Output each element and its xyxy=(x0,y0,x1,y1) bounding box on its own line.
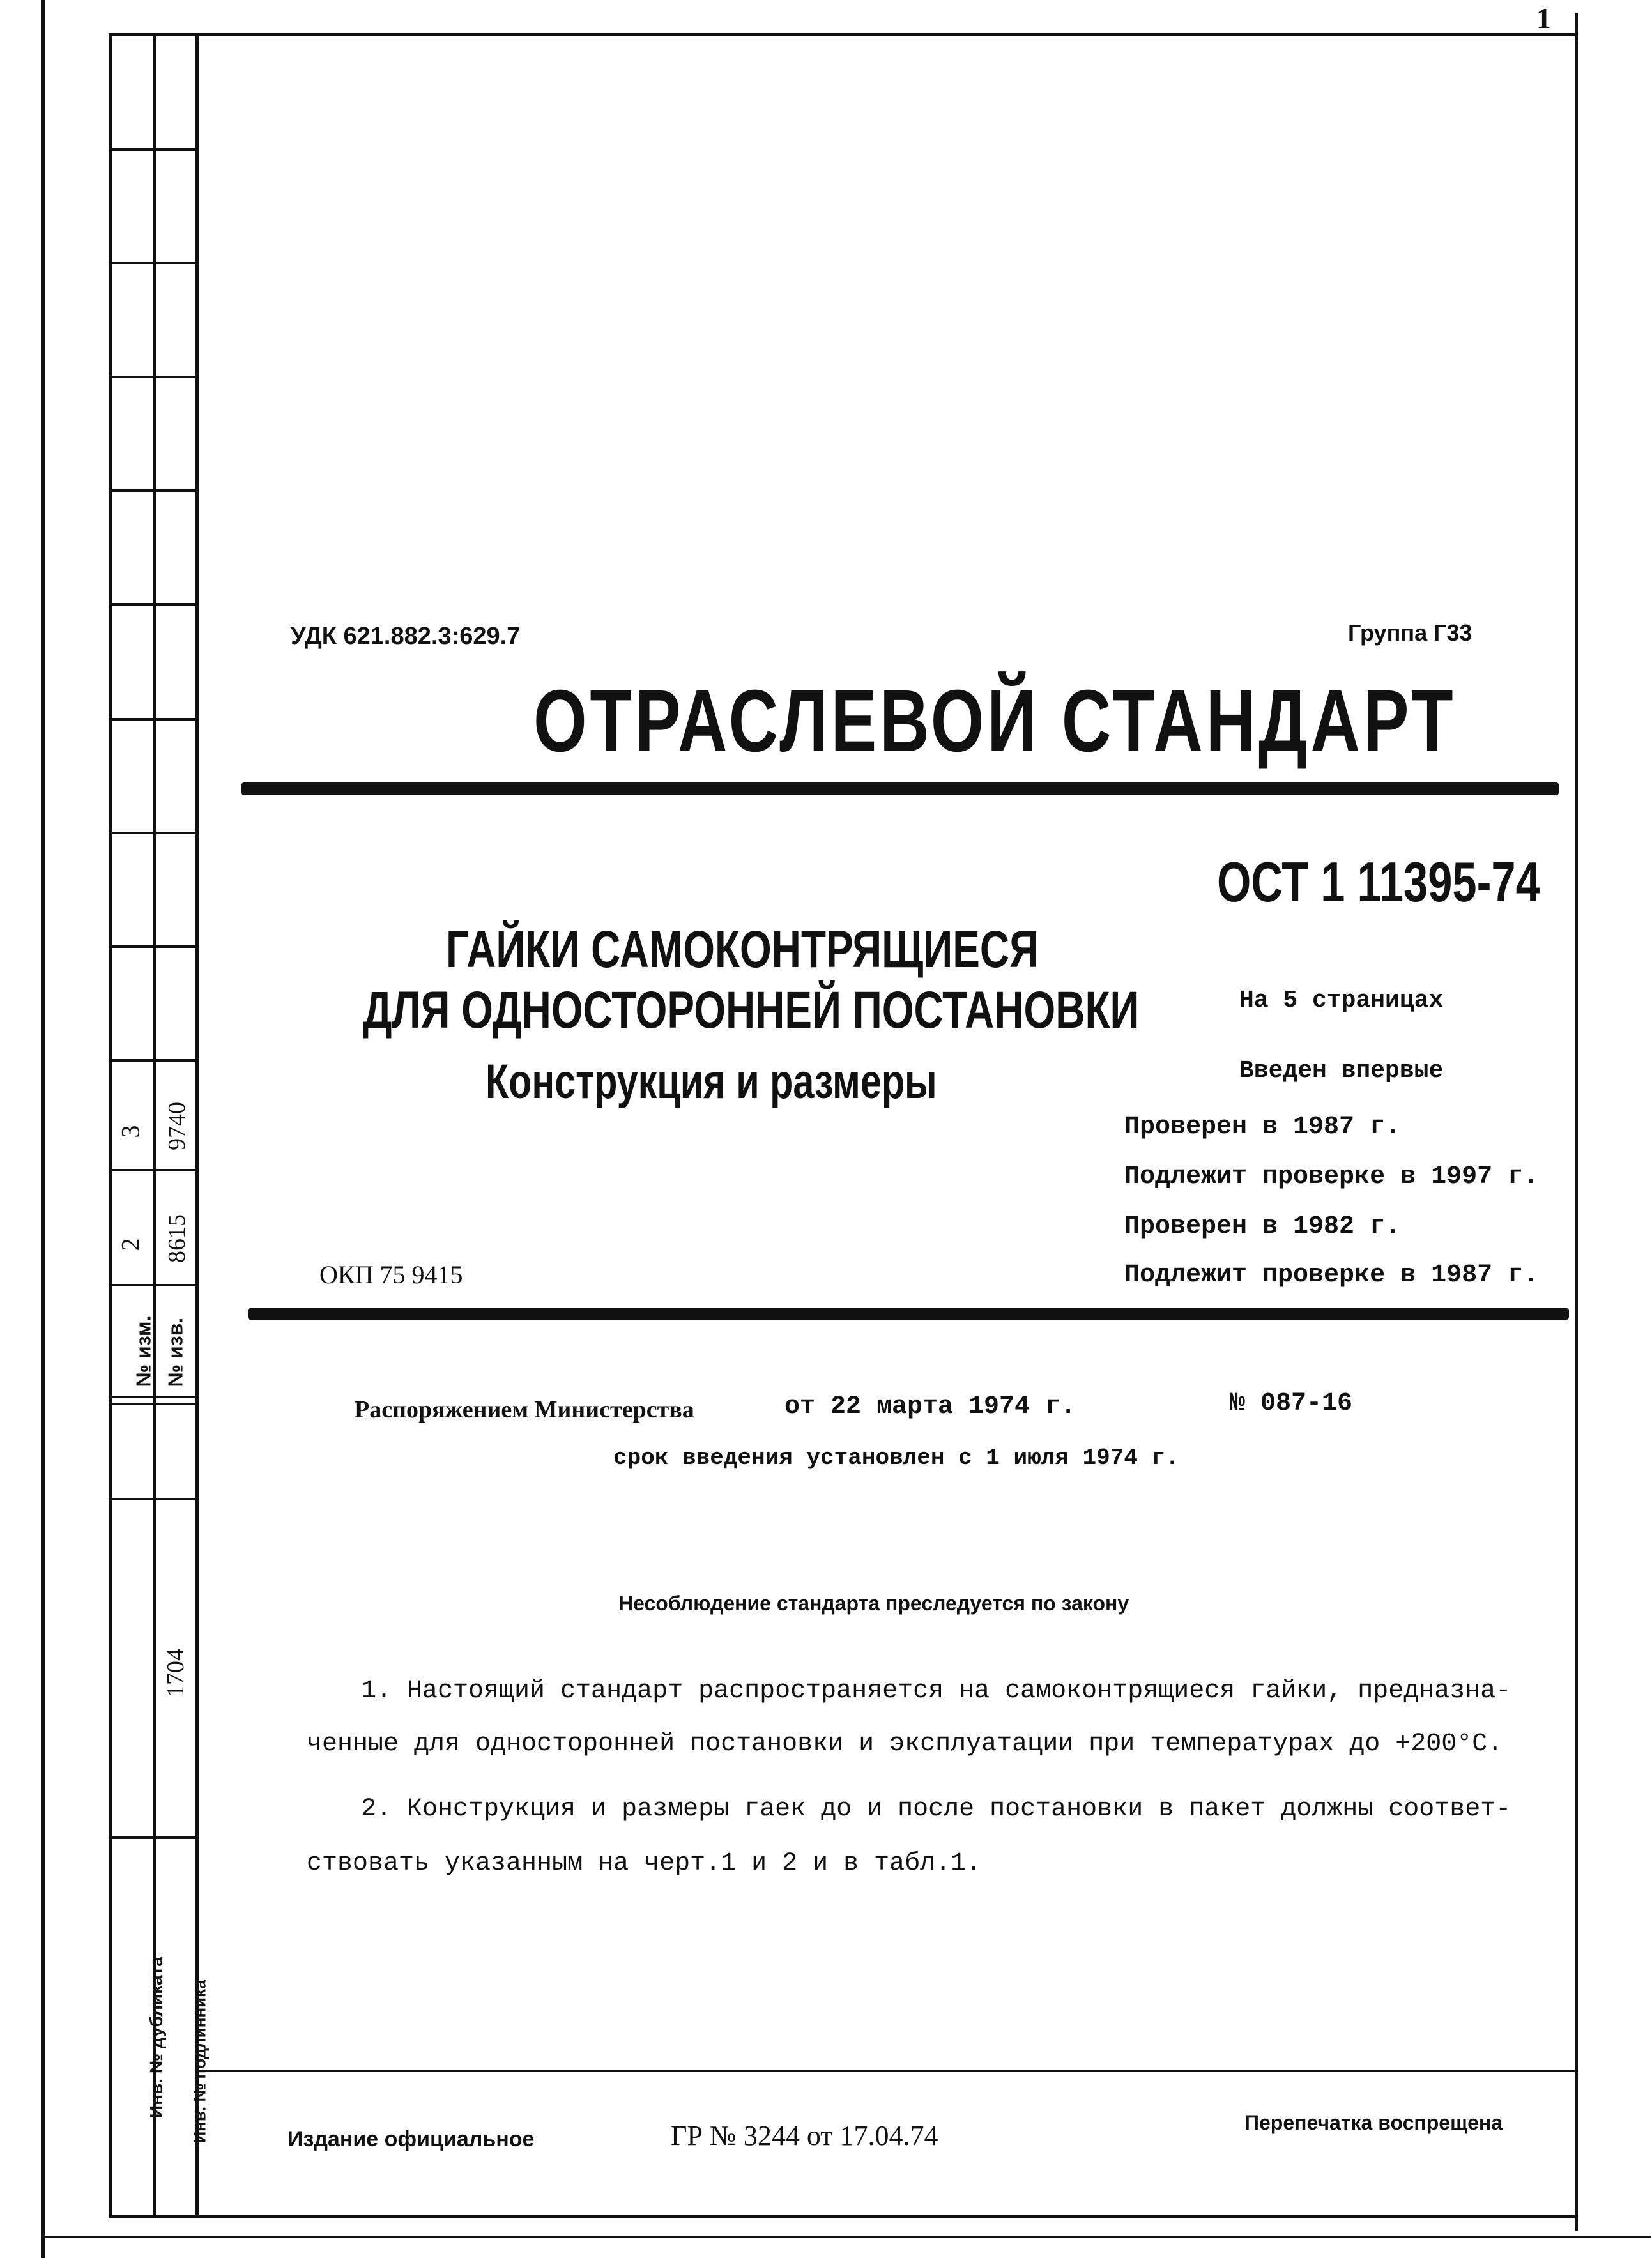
paragraph-1-line2: ченные для односторонней постановки и эксплуатации при температурах до +200°С. xyxy=(307,1730,1503,1758)
order-number: № 087-16 xyxy=(1230,1389,1353,1418)
side-row-line xyxy=(109,1498,198,1500)
paragraph-2-line1: 2. Конструкция и размеры гаек до и после постановки в пакет должны соответ- xyxy=(361,1795,1511,1824)
side-col-line xyxy=(195,33,199,2218)
side-col-line xyxy=(109,33,112,2218)
side-change-label: № изм. xyxy=(132,1315,155,1387)
standard-rule xyxy=(248,1308,1569,1320)
outer-frame-left xyxy=(41,0,45,2258)
side-row-line xyxy=(109,945,198,948)
order-label: Распоряжением Министерства xyxy=(355,1396,694,1423)
side-col-line xyxy=(153,33,156,2218)
title-rule xyxy=(241,782,1559,795)
side-row-line xyxy=(109,1059,198,1062)
paragraph-1-line1: 1. Настоящий стандарт распространяется на самоконтрящиеся гайки, предназна- xyxy=(361,1677,1511,1705)
group-code: Группа Г33 xyxy=(1348,620,1472,646)
inner-frame-right xyxy=(1575,13,1578,2231)
side-duplicate-inv-label: Инв. № дубликата xyxy=(146,1957,166,2118)
pages-count: На 5 страницах xyxy=(1239,987,1444,1014)
side-row-line xyxy=(109,1403,198,1405)
side-row-line xyxy=(109,603,198,606)
paragraph-2-line2: ствовать указанным на черт.1 и 2 и в табл.1. xyxy=(307,1849,982,1878)
side-row-line xyxy=(109,1284,198,1286)
side-change-2: 2 xyxy=(116,1238,145,1251)
side-notice-9740: 9740 xyxy=(164,1102,190,1150)
official-edition: Издание официальное xyxy=(287,2127,535,2151)
checked-1982: Проверен в 1982 г. xyxy=(1124,1212,1401,1241)
side-notice-label: № изв. xyxy=(164,1317,187,1387)
side-row-line xyxy=(109,832,198,834)
standard-subtitle: Конструкция и размеры xyxy=(486,1055,937,1109)
registration-number: ГР № 3244 от 17.04.74 xyxy=(671,2120,938,2151)
inner-frame-bottom xyxy=(109,2215,1578,2218)
okp-code: ОКП 75 9415 xyxy=(319,1260,463,1289)
side-change-3: 3 xyxy=(116,1125,145,1138)
side-row-line xyxy=(109,489,198,492)
document-title: ОТРАСЛЕВОЙ СТАНДАРТ xyxy=(533,672,1457,770)
standard-name-line1: ГАЙКИ САМОКОНТРЯЩИЕСЯ xyxy=(446,920,1039,979)
effective-date: срок введения установлен с 1 июля 1974 г. xyxy=(613,1445,1179,1471)
side-original-inv-value: 1704 xyxy=(162,1649,189,1697)
side-row-line xyxy=(109,376,198,378)
outer-frame-bottom xyxy=(41,2236,1651,2238)
standard-name-line2: ДЛЯ ОДНОСТОРОННЕЙ ПОСТАНОВКИ xyxy=(363,981,1140,1039)
checked-1987: Проверен в 1987 г. xyxy=(1124,1113,1401,1141)
side-row-line xyxy=(109,1836,198,1839)
standard-code: ОСТ 1 11395-74 xyxy=(1217,850,1540,913)
next-check-1987: Подлежит проверке в 1987 г. xyxy=(1124,1261,1539,1290)
udk-code: УДК 621.882.3:629.7 xyxy=(291,623,521,650)
inner-frame-top xyxy=(109,33,1578,36)
side-row-line xyxy=(109,718,198,721)
side-original-inv-label: Инв. № подлинника xyxy=(190,1980,210,2144)
side-row-line xyxy=(109,262,198,264)
side-row-line xyxy=(109,148,198,151)
order-date: от 22 марта 1974 г. xyxy=(784,1392,1076,1421)
page-number: 1 xyxy=(1536,2,1551,34)
law-notice: Несоблюдение стандарта преследуется по закону xyxy=(618,1592,1129,1615)
side-notice-8615: 8615 xyxy=(164,1214,190,1263)
reprint-notice: Перепечатка воспрещена xyxy=(1244,2111,1503,2134)
introduced-first: Введен впервые xyxy=(1239,1057,1444,1085)
side-row-line xyxy=(109,1169,198,1171)
footer-separator xyxy=(197,2070,1577,2072)
side-row-line xyxy=(109,1396,198,1398)
next-check-1997: Подлежит проверке в 1997 г. xyxy=(1124,1163,1539,1191)
